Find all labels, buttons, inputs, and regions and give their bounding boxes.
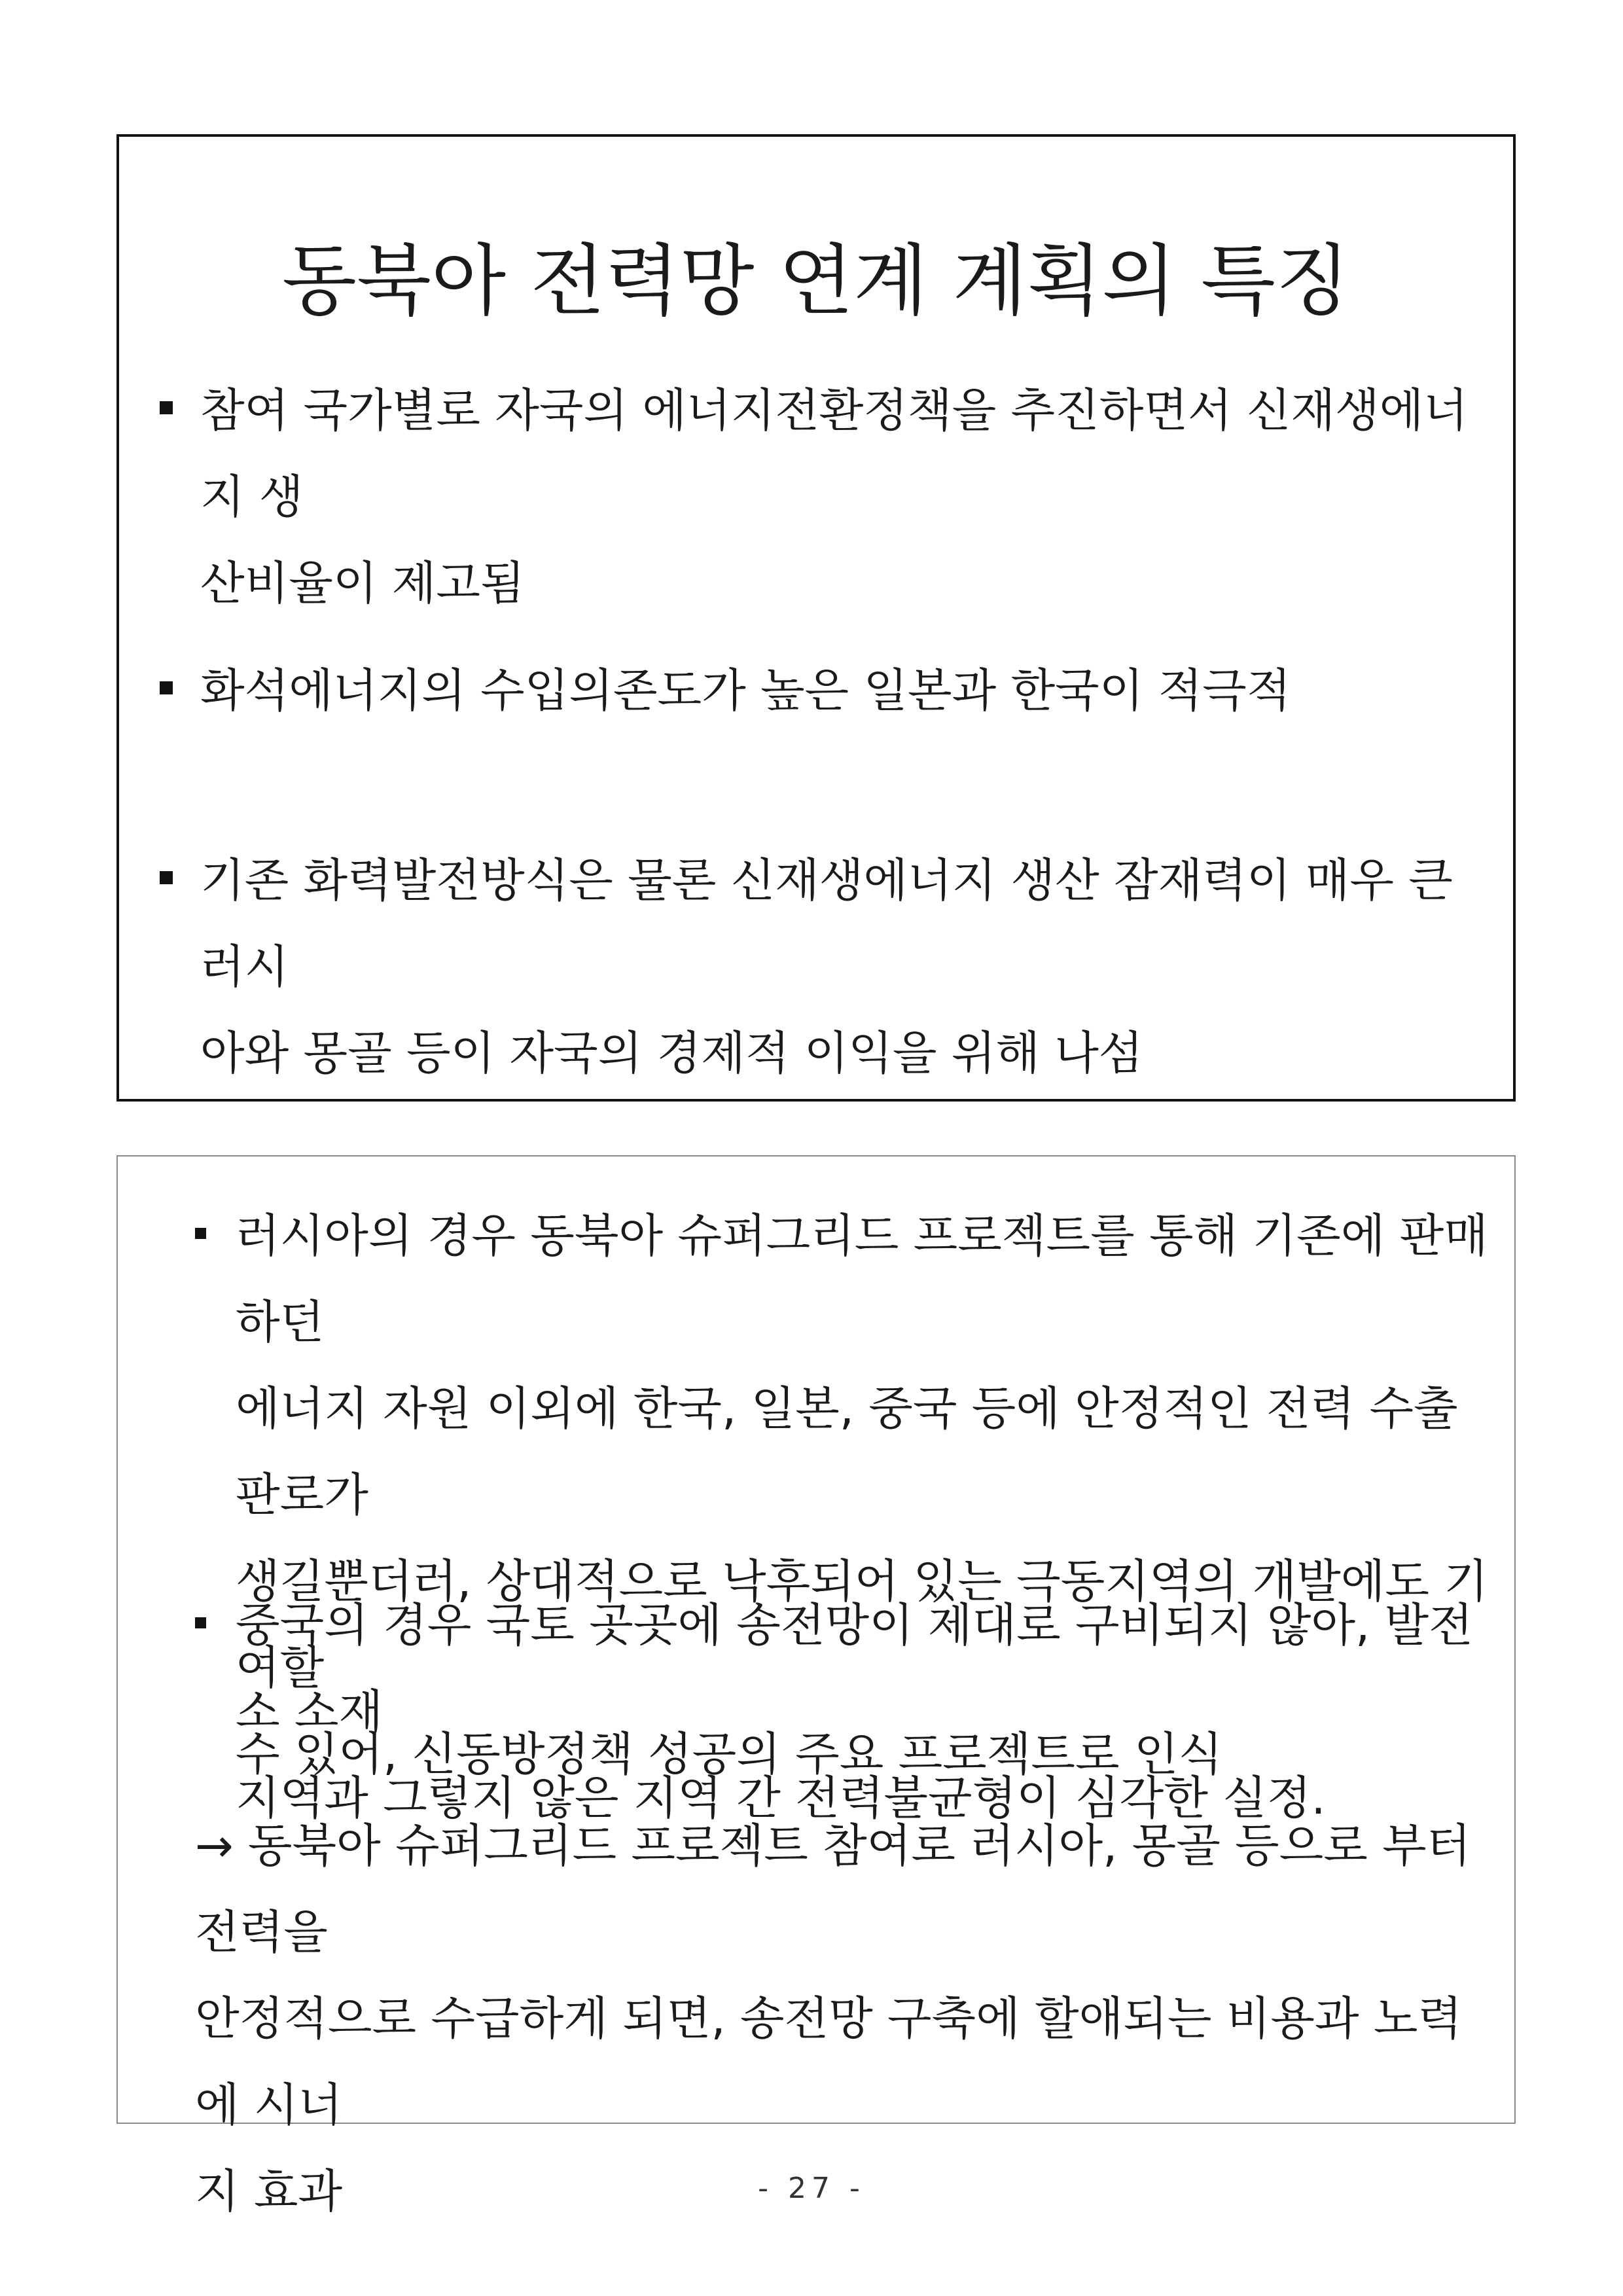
- slide-bullet-text: 화석에너지의 수입의존도가 높은 일본과 한국이 적극적: [200, 664, 1291, 717]
- slide-bullet-text: 기존 화력발전방식은 물론 신재생에너지 생산 잠재력이 매우 큰 러시 아와 몽골 등이 자국의 경제적 이익을 위해 나섬: [200, 853, 1453, 1080]
- bullet-square-icon: [195, 1617, 206, 1628]
- bullet-square-icon: [160, 681, 173, 694]
- bullet-square-icon: [195, 1228, 206, 1239]
- slide-title: 동북아 전력망 연계 계획의 특징: [282, 236, 1350, 326]
- slide-bullet-2: [160, 647, 1482, 734]
- slide-frame: [116, 134, 1516, 1102]
- bullet-square-icon: [160, 871, 173, 884]
- page-number: - 27 -: [758, 2172, 865, 2205]
- bullet-square-icon: [160, 401, 173, 414]
- note-bullet-text: 중국의 경우 국토 곳곳에 송전망이 제대로 구비되지 않아, 발전소 소재 지역과 그렇지 않은 지역 간 전력불균형이 심각한 실정.: [236, 1598, 1473, 1825]
- slide-bullet-text: 참여 국가별로 자국의 에너지전환정책을 추진하면서 신재생에너지 생 산비율이 제고됨: [200, 384, 1468, 610]
- slide-bullet-1: [160, 367, 1482, 626]
- note-conclusion: → 동북아 슈퍼그리드 프로젝트 참여로 러시아, 몽골 등으로 부터 전력을 안정적으로 수급하게 되면, 송전망 구축에 할애되는 비용과 노력에 시너 지 효과: [195, 1819, 1471, 2218]
- slide-bullet-3: [160, 837, 1482, 1096]
- note-bullet-text: 러시아의 경우 동북아 슈퍼그리드 프로젝트를 통해 기존에 판매하던 에너지 자원 이외에 한국, 일본, 중국 등에 안정적인 전력 수출 판로가 생길뿐더러, 상대적으로 낙후되어 있는 극동지역의 개발에도 기여할 수 있어, 신동방정책 성공의 주요 프로젝트로 인식: [236, 1209, 1488, 1781]
